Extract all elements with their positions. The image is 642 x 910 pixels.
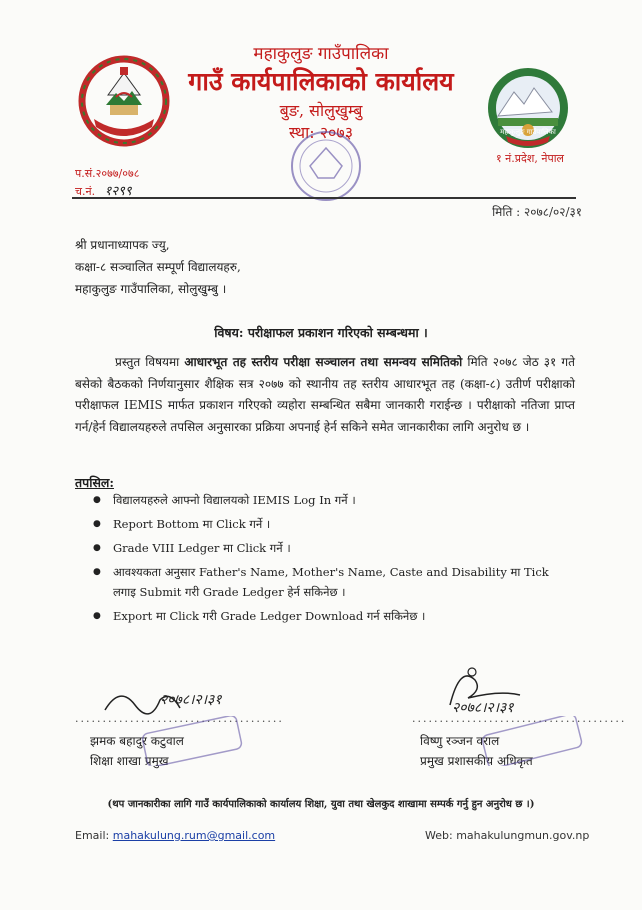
office-title: गाउँ कार्यपालिकाको कार्यालय (188, 67, 454, 96)
tapasil-heading: तपसिल: (75, 475, 115, 490)
reference-number: प.सं.२०७७/०७८ (75, 167, 140, 180)
right-signature-line: ....................................... (412, 712, 627, 725)
body-part-1: प्रस्तुत विषयमा (115, 355, 185, 369)
recipient-line-1: श्री प्रधानाध्यापक ज्यु, (75, 238, 170, 252)
left-signature-line: ...................................... (75, 712, 284, 725)
list-item: ● विद्यालयहरुले आफ्नो विद्यालयको IEMIS Log In गर्ने । (93, 490, 563, 510)
footer-email (75, 829, 275, 842)
recipient-line-2: कक्षा-८ सञ्चालित सम्पूर्ण विद्यालयहरु, (75, 260, 241, 274)
list-item: ● Grade VIII Ledger मा Click गर्ने । (93, 538, 563, 558)
province-caption: १ नं.प्रदेश, नेपाल (495, 152, 565, 165)
email-label: Email: (75, 829, 113, 842)
body-paragraph (75, 352, 575, 438)
right-signature-date: २०७८।२।३१ (452, 700, 514, 716)
list-item: ● Report Bottom मा Click गर्ने । (93, 514, 563, 534)
left-seal-icon (138, 716, 248, 766)
header-divider (72, 197, 576, 199)
list-item: ● Export मा Click गरी Grade Ledger Download गर्न सकिनेछ । (93, 606, 563, 626)
letter-subject: विषय: परीक्षाफल प्रकाशन गरिएको सम्बन्धमा । (214, 325, 428, 340)
municipality-name: महाकुलुङ गाउँपालिका (253, 44, 389, 64)
footer-web (425, 829, 589, 842)
footnote: (थप जानकारीका लागि गाउँ कार्यपालिकाको कार्यालय शिक्षा, युवा तथा खेलकुद शाखामा सम्पर्क गर्नु हुन अनुरोध छ ।) (107, 799, 535, 810)
committee-name: आधारभूत तह स्तरीय परीक्षा सञ्चालन तथा समन्वय समितिको (184, 355, 463, 369)
office-address: बुङ, सोलुखुम्बु (279, 101, 363, 120)
logo-caption: महाकुलुङ गाउँपालिका (500, 128, 556, 136)
steps-list (93, 490, 563, 630)
web-label: Web: (425, 829, 457, 842)
left-signature-date: २०७८।२।३१ (160, 692, 222, 708)
right-signatory-title: प्रमुख प्रशासकीय अधिकृत (420, 754, 533, 768)
web-address[interactable]: mahakulungmun.gov.np (456, 829, 590, 842)
dispatch-number: १२९९ (104, 184, 132, 199)
letter-date: मिति : २०७८/०२/३१ (492, 205, 582, 219)
right-signatory-name: विष्णु रञ्जन वराल (420, 734, 500, 748)
established-year: स्था: २०७३ (288, 123, 354, 142)
body-part-2: मिति २०७८ जेठ ३१ गते बसेको बैठकको निर्णयानुसार शैक्षिक सत्र २०७७ को स्थानीय तह स्तरीय आधारभूत तह (कक्षा-८) उतीर्ण परीक्षाको परीक्षाफल IEMIS मार्फत प्रकाशन गरिएको व्यहोरा सम्बन्धित सबैमा जानकारी गराईन्छ । परीक्षाको नतिजा प्राप्त गर्न/हेर्न विद्यालयहरुले तपसिल अनुसारका प्रक्रिया अपनाई हेर्न सकिने समेत जानकारीका लागि अनुरोध छ । (75, 355, 576, 434)
dispatch-label: च.नं. (75, 185, 96, 198)
left-signatory-name: झमक बहादुर कटुवाल (90, 734, 184, 748)
right-seal-icon (478, 716, 588, 766)
office-stamp-icon (286, 126, 366, 206)
left-signatory-title: शिक्षा शाखा प्रमुख (90, 754, 169, 768)
recipient-line-3: महाकुलुङ गाउँपालिका, सोलुखुम्बु । (75, 282, 227, 296)
list-item: ● आवश्यकता अनुसार Father's Name, Mother's Name, Caste and Disability मा Tick लगाइ Submit गरी Grade Ledger हेर्न सकिनेछ । (93, 562, 563, 602)
email-link[interactable]: mahakulung.rum@gmail.com (112, 829, 276, 842)
